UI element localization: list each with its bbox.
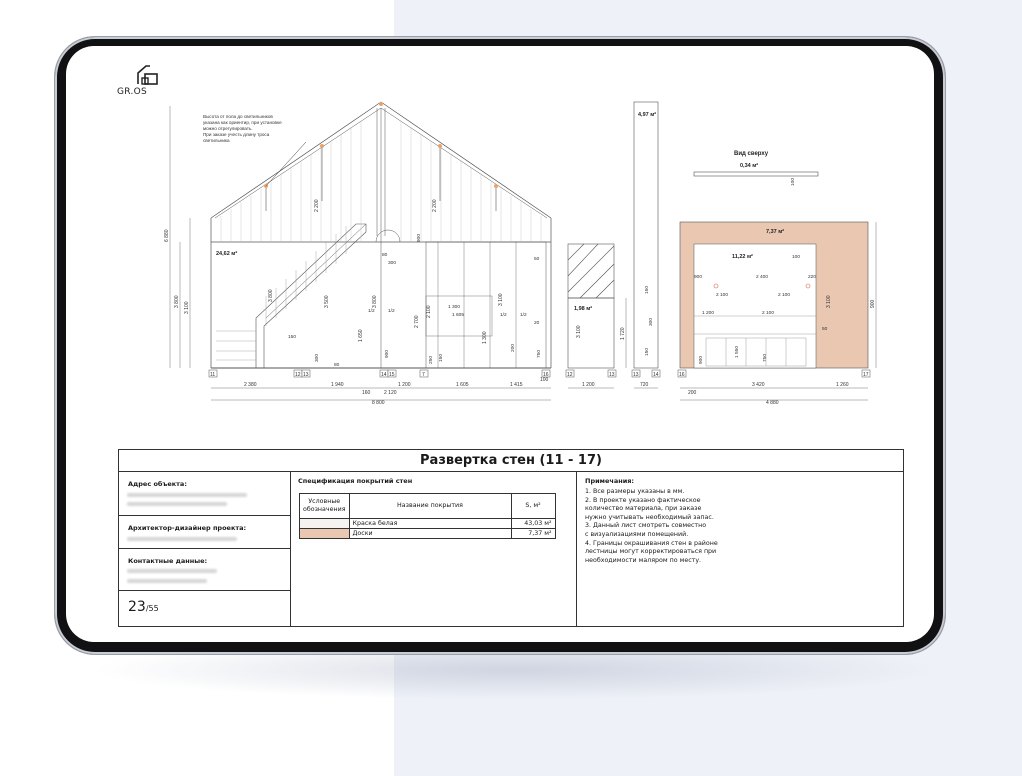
architect-block <box>119 516 291 549</box>
inner-dim-13: 80 <box>334 363 340 368</box>
inner-dim-24: 100 <box>792 255 801 260</box>
spec-title: Спецификация покрытий стен <box>298 477 413 485</box>
dim-v-3: 3 100 <box>184 301 190 314</box>
inner-dim-6: 1/2 <box>520 313 527 318</box>
dim-v-7: 3 500 <box>324 295 330 308</box>
note-line: 1. Все размеры указаны в мм. <box>585 488 685 495</box>
address-label: Адрес объекта: <box>128 480 187 488</box>
axis-13: 13 <box>303 372 309 378</box>
inner-dim-2: 300 <box>388 261 397 266</box>
note-line: 4. Границы окрашивания стен в районе <box>585 539 718 547</box>
note-line: 3. Данный лист смотреть совместно <box>585 522 707 530</box>
axis-16: 16 <box>543 372 549 378</box>
dim-v-13: 3 100 <box>498 293 504 306</box>
wall-elevation-drawing <box>66 46 934 446</box>
page-number <box>128 599 159 615</box>
inner-dim-16: 150 <box>439 353 444 362</box>
title-block <box>118 449 904 627</box>
contacts-block <box>119 549 291 591</box>
dim-h-6: 160 <box>362 390 371 396</box>
main-elevation <box>211 102 551 368</box>
drawing-note-4: При заказе учесть длину троса <box>203 132 270 137</box>
spec-row-area: 43,03 м² <box>511 519 555 529</box>
top-view-title: Вид сверху <box>734 151 769 157</box>
inner-dim-26: 900 <box>694 275 703 280</box>
inner-dim-5: 1/2 <box>500 313 507 318</box>
dim-h-7: 2 120 <box>384 390 397 396</box>
swatch-boards <box>300 529 350 539</box>
spec-row-area: 7,37 м² <box>511 529 555 539</box>
spec-header-name: Название покрытия <box>349 494 511 519</box>
inner-dim-25: 220 <box>808 275 817 280</box>
inner-dim-7: 1 300 <box>448 305 461 310</box>
note-line: нужно учитывать необходимый запас. <box>585 513 714 521</box>
spec-header-symbol: Условные обозначения <box>300 494 350 519</box>
drawing-note-2: указана как ориентир, при установке <box>203 120 282 125</box>
notes-list <box>585 488 835 565</box>
note-line: лестницы могут корректироваться при <box>585 548 717 556</box>
inner-dim-18: 200 <box>511 343 516 352</box>
redacted-text <box>127 537 237 541</box>
inner-dim-35: 50 <box>822 327 828 332</box>
axis-14: 14 <box>381 372 387 378</box>
dim-h-15: 4 880 <box>766 400 779 406</box>
axis-11: 11 <box>210 372 216 378</box>
project-info-column <box>119 472 291 626</box>
inner-dim-23: 100 <box>791 177 796 186</box>
axis-15: 15 <box>389 372 395 378</box>
axis-14c: 14 <box>653 372 659 378</box>
dim-v-16: 900 <box>870 299 876 308</box>
inner-dim-20: 150 <box>645 285 650 294</box>
column <box>634 102 658 368</box>
note-line: количество материала, при заказе <box>585 505 702 513</box>
dim-v-2: 3 800 <box>174 295 180 308</box>
inner-dim-17: 900 <box>417 233 422 242</box>
note-line: с визуализациями помещений. <box>585 530 689 538</box>
dim-h-9: 100 <box>540 377 549 383</box>
redacted-text <box>127 493 247 497</box>
inner-dim-28: 2 100 <box>716 293 729 298</box>
axis-12b: 12 <box>567 372 573 378</box>
top-view-area: 0,34 м² <box>740 163 759 169</box>
dim-h-12: 3 420 <box>752 382 765 388</box>
swatch-white-paint <box>300 519 350 529</box>
drawing-note-5: светильника <box>203 138 230 143</box>
right-wall <box>680 222 868 368</box>
small-wall-area: 1,98 м² <box>574 306 593 312</box>
dim-v-1: 6 880 <box>164 229 170 242</box>
address-block <box>119 472 291 516</box>
inner-dim-19: 750 <box>537 349 542 358</box>
dim-h-1: 2 380 <box>244 382 257 388</box>
dim-h-2: 1 940 <box>331 382 344 388</box>
spec-row-name: Доски <box>349 529 511 539</box>
dim-h-8: 8 800 <box>372 400 385 406</box>
axis-7: 7 <box>422 372 425 378</box>
redacted-text <box>127 569 217 573</box>
dim-v-17: 3 100 <box>826 295 832 308</box>
dim-h-3: 1 200 <box>398 382 411 388</box>
axis-12: 12 <box>295 372 301 378</box>
table-row <box>300 529 556 539</box>
dim-v-4: 2 200 <box>314 199 320 212</box>
top-view-beam <box>694 172 818 176</box>
axis-13b: 13 <box>609 372 615 378</box>
dim-v-15: 3 100 <box>576 325 582 338</box>
dim-h-13: 1 260 <box>836 382 849 388</box>
sheet-title: Развертка стен (11 - 17) <box>119 450 903 472</box>
contacts-label: Контактные данные: <box>128 557 208 565</box>
architect-label: Архитектор-дизайнер проекта: <box>128 524 247 532</box>
inner-dim-32: 1 550 <box>735 345 740 358</box>
drawing-note-3: можно отрегулировать. <box>203 126 253 131</box>
note-line: 2. В проекте указано фактическое <box>585 496 701 504</box>
inner-dim-33: 750 <box>763 353 768 362</box>
note-line: необходимости маляром по месту. <box>585 556 702 564</box>
inner-dim-22: 150 <box>645 347 650 356</box>
inner-dim-8: 1 605 <box>452 313 465 318</box>
inner-dim-9: 50 <box>534 257 540 262</box>
notes-title: Примечания: <box>585 477 635 485</box>
inner-dim-10: 20 <box>534 321 540 326</box>
dim-v-11: 2 100 <box>426 305 432 318</box>
axis-13c: 13 <box>633 372 639 378</box>
axis-16r: 16 <box>679 372 685 378</box>
redacted-text <box>127 579 207 583</box>
column-area: 4,97 м² <box>638 112 657 118</box>
inner-dim-14: 900 <box>385 349 390 358</box>
right-wall-area: 11,22 м² <box>732 254 753 260</box>
page-total: /55 <box>145 604 159 613</box>
axis-17r: 17 <box>863 372 869 378</box>
dim-h-11: 720 <box>640 382 649 388</box>
dim-v-12: 1 300 <box>482 331 488 344</box>
inner-dim-31: 2 100 <box>762 311 775 316</box>
dim-v-5: 2 200 <box>432 199 438 212</box>
inner-dim-34: 900 <box>699 355 704 364</box>
board-area: 7,37 м² <box>766 229 785 235</box>
spec-row-name: Краска белая <box>349 519 511 529</box>
drawing-note-1: Высота от пола до светильников <box>203 114 273 119</box>
dim-v-6: 3 800 <box>268 289 274 302</box>
dim-v-10: 1 650 <box>358 329 364 342</box>
page-current: 23 <box>128 599 146 615</box>
notes-column <box>577 472 903 626</box>
tablet-screen <box>66 46 934 642</box>
dim-h-5: 1 415 <box>510 382 523 388</box>
spec-header-area: S, м² <box>511 494 555 519</box>
dim-v-14: 1 720 <box>620 327 626 340</box>
redacted-text <box>127 502 227 506</box>
inner-dim-29: 2 100 <box>778 293 791 298</box>
inner-dim-1: 80 <box>382 253 388 258</box>
specification-column <box>291 472 577 626</box>
inner-dim-27: 2 400 <box>756 275 769 280</box>
inner-dim-15: 250 <box>429 355 434 364</box>
inner-dim-11: 150 <box>288 335 297 340</box>
inner-dim-30: 1 200 <box>702 311 715 316</box>
logo-text: GR.OS <box>117 87 148 97</box>
spec-table <box>299 493 556 539</box>
dim-v-9: 2 700 <box>414 315 420 328</box>
main-wall-area: 24,62 м² <box>216 251 238 257</box>
dim-h-10: 1 200 <box>582 382 595 388</box>
spec-header-row <box>300 494 556 519</box>
dim-h-4: 1 605 <box>456 382 469 388</box>
inner-dim-12: 300 <box>315 353 320 362</box>
dim-v-8: 3 800 <box>372 295 378 308</box>
inner-dim-4: 1/2 <box>388 309 395 314</box>
table-row <box>300 519 556 529</box>
inner-dim-3: 1/2 <box>368 309 375 314</box>
dim-h-14: 200 <box>688 390 697 396</box>
stair-rails <box>216 226 346 360</box>
inner-dim-21: 300 <box>649 317 654 326</box>
